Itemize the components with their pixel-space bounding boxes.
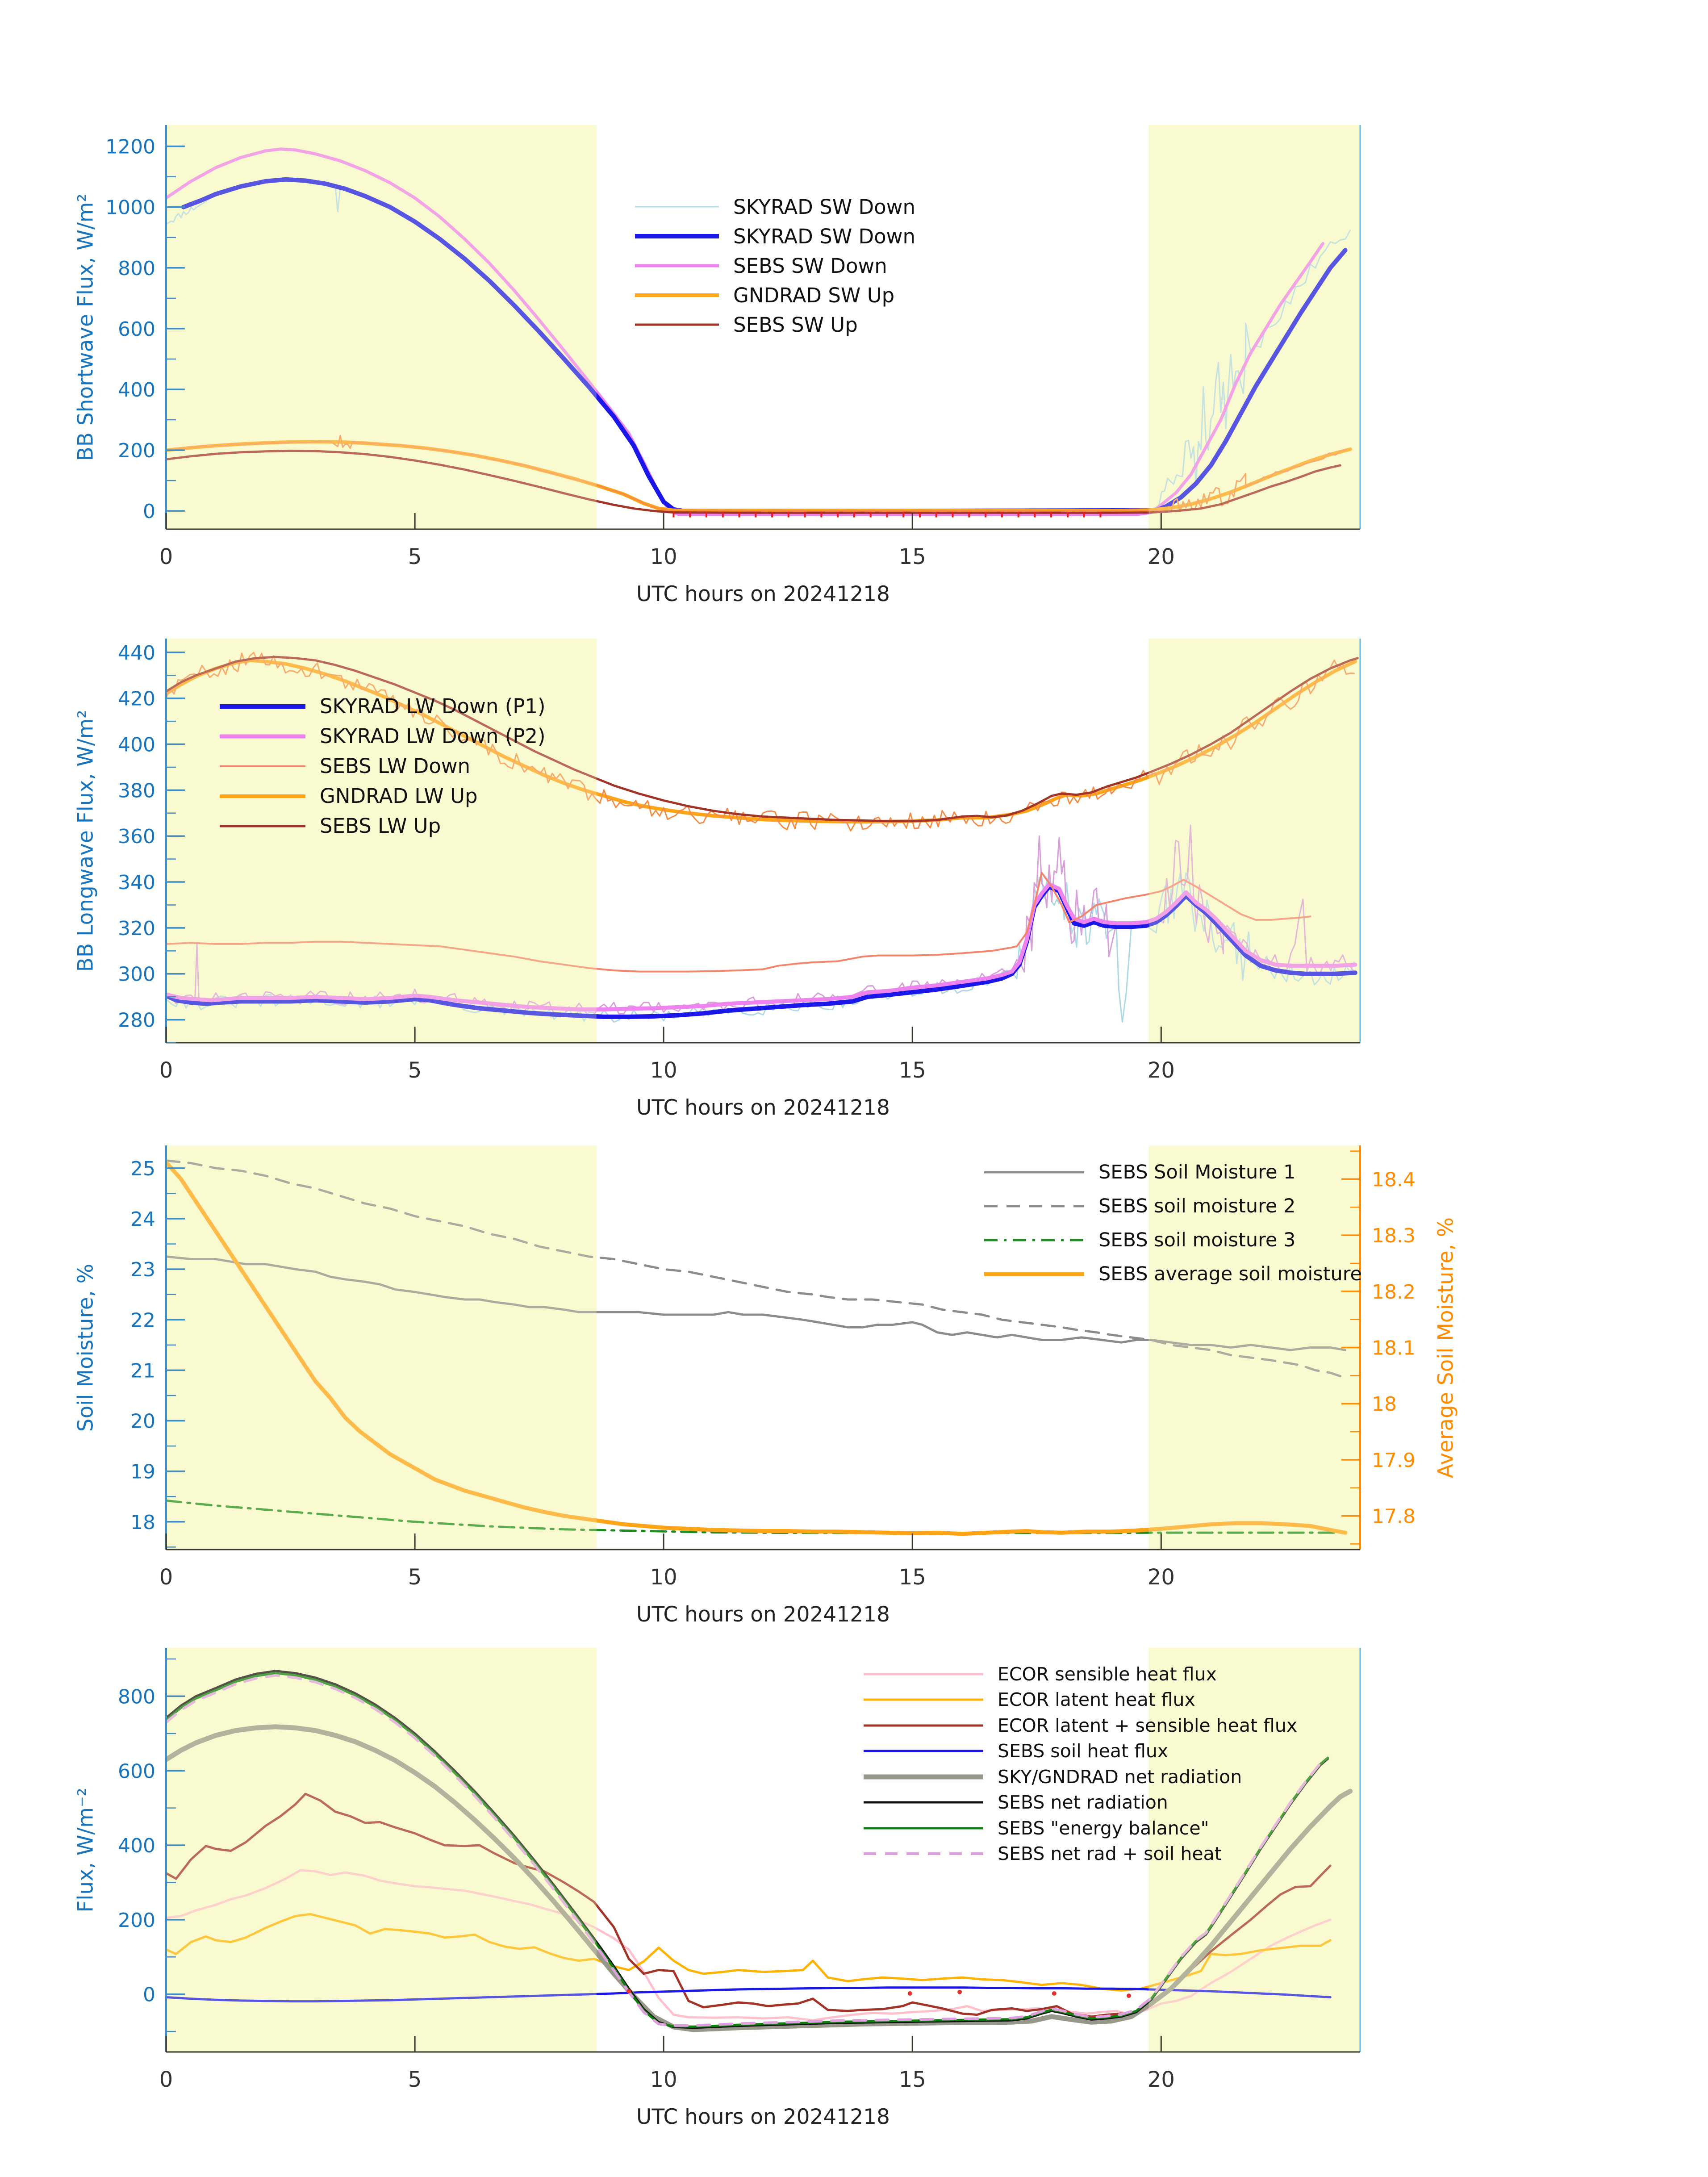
qc-dot (1052, 1991, 1057, 1996)
y-axis-label: BB Longwave Flux, W/m² (73, 710, 98, 972)
legend-item (863, 1661, 1297, 1687)
x-tick-label: 10 (650, 1058, 677, 1083)
legend-swatch (863, 1721, 984, 1730)
legend-label: SEBS net rad + soil heat (998, 1843, 1222, 1865)
y-tick-label: 320 (118, 917, 155, 940)
y-tick-label: 25 (130, 1157, 155, 1180)
legend-swatch (983, 1270, 1085, 1279)
y-tick-label: 340 (118, 871, 155, 894)
legend-item (863, 1687, 1297, 1713)
x-axis-label: UTC hours on 20241218 (636, 1602, 890, 1627)
legend (863, 1661, 1297, 1867)
legend-swatch (863, 1772, 984, 1781)
chart-bb-shortwave-flux (73, 125, 1360, 606)
daylight-band-tint (166, 1145, 597, 1550)
legend-swatch (863, 1695, 984, 1704)
legend-label: SEBS SW Up (733, 313, 858, 337)
legend-item (983, 1223, 1362, 1257)
y-tick-label: 280 (118, 1009, 155, 1032)
y-tick-label: 440 (118, 641, 155, 664)
right-tick-label: 18 (1372, 1393, 1397, 1416)
y-tick-label: 800 (118, 1685, 155, 1709)
legend-label: SEBS soil moisture 2 (1098, 1195, 1296, 1217)
legend-item (634, 310, 915, 339)
legend-item (634, 192, 915, 221)
right-tick-label: 18.2 (1372, 1280, 1416, 1304)
y-axis-label: BB Shortwave Flux, W/m² (73, 193, 98, 461)
legend-label: SEBS soil heat flux (998, 1740, 1169, 1762)
legend-item (219, 721, 546, 751)
legend-label: SEBS soil moisture 3 (1098, 1229, 1296, 1251)
legend-label: SEBS Soil Moisture 1 (1098, 1161, 1296, 1183)
legend-swatch (634, 320, 720, 329)
y-tick-label: 0 (143, 500, 155, 523)
y-tick-label: 200 (118, 1909, 155, 1932)
legend (634, 192, 915, 339)
daylight-band-tint (166, 125, 597, 529)
legend-swatch (983, 1236, 1085, 1245)
legend-label: SEBS SW Down (733, 254, 887, 278)
y-tick-label: 24 (130, 1208, 155, 1231)
y-tick-label: 400 (118, 1834, 155, 1858)
legend-label: SKYRAD SW Down (733, 224, 916, 248)
y-tick-label: 22 (130, 1309, 155, 1332)
x-tick-label: 5 (408, 544, 422, 569)
x-tick-label: 10 (650, 2067, 677, 2092)
legend-label: SEBS "energy balance" (998, 1817, 1209, 1839)
y-tick-label: 400 (118, 378, 155, 401)
legend-label: SEBS average soil moisture (1098, 1263, 1362, 1285)
legend-swatch (219, 792, 306, 801)
y-tick-label: 21 (130, 1359, 155, 1383)
legend-swatch (983, 1168, 1085, 1177)
y-tick-label: 1200 (105, 135, 155, 159)
legend-swatch (219, 762, 306, 771)
legend-label: ECOR latent + sensible heat flux (998, 1714, 1298, 1736)
legend-item (219, 691, 546, 721)
y-tick-label: 360 (118, 825, 155, 848)
x-tick-label: 20 (1147, 1565, 1175, 1590)
y-tick-label: 420 (118, 687, 155, 710)
right-tick-label: 17.9 (1372, 1449, 1416, 1472)
x-tick-label: 10 (650, 544, 677, 569)
legend-swatch (634, 291, 720, 300)
legend-item (219, 811, 546, 841)
x-tick-label: 5 (408, 1058, 422, 1083)
legend-item (219, 751, 546, 781)
daylight-band-tint (166, 1648, 597, 2052)
x-tick-label: 15 (898, 544, 926, 569)
legend-label: SKYRAD SW Down (733, 195, 916, 219)
legend-label: GNDRAD LW Up (320, 784, 478, 808)
legend-swatch (219, 732, 306, 741)
qc-dot (908, 1991, 912, 1996)
x-tick-label: 10 (650, 1565, 677, 1590)
legend-item (863, 1738, 1297, 1764)
legend-swatch (983, 1202, 1085, 1211)
daylight-band-tint (1148, 125, 1360, 529)
y-tick-label: 19 (130, 1460, 155, 1483)
y-axis-label: Soil Moisture, % (73, 1263, 98, 1432)
legend-item (863, 1841, 1297, 1867)
legend-item (634, 280, 915, 310)
y-tick-label: 380 (118, 779, 155, 802)
legend-swatch (863, 1670, 984, 1679)
legend-label: ECOR latent heat flux (998, 1689, 1195, 1711)
legend-swatch (634, 232, 720, 241)
legend-label: ECOR sensible heat flux (998, 1663, 1217, 1685)
y-tick-label: 400 (118, 733, 155, 756)
y-tick-label: 20 (130, 1410, 155, 1433)
x-axis-label: UTC hours on 20241218 (636, 582, 890, 606)
y-axis-label: Flux, W/m⁻² (73, 1787, 98, 1913)
legend-label: SEBS net radiation (998, 1792, 1168, 1813)
qc-dot (1127, 1993, 1131, 1998)
y-axis-label-right: Average Soil Moisture, % (1433, 1217, 1458, 1478)
right-tick-label: 18.4 (1372, 1168, 1416, 1191)
x-tick-label: 0 (159, 2067, 173, 2092)
legend-label: GNDRAD SW Up (733, 283, 895, 307)
legend (983, 1155, 1362, 1291)
legend-item (863, 1790, 1297, 1816)
x-tick-label: 20 (1147, 1058, 1175, 1083)
legend-item (634, 221, 915, 251)
x-tick-label: 5 (408, 1565, 422, 1590)
legend-item (219, 781, 546, 811)
legend-item (634, 251, 915, 280)
y-tick-label: 23 (130, 1258, 155, 1282)
legend (219, 691, 546, 841)
y-tick-label: 600 (118, 318, 155, 341)
legend-swatch (863, 1849, 984, 1858)
right-tick-label: 18.1 (1372, 1337, 1416, 1360)
legend-swatch (863, 1824, 984, 1833)
y-tick-label: 300 (118, 963, 155, 986)
x-tick-label: 15 (898, 1565, 926, 1590)
chart-soil-moisture (73, 1145, 1458, 1627)
daylight-band-tint (1148, 639, 1360, 1043)
x-tick-label: 15 (898, 2067, 926, 2092)
legend-label: SKYRAD LW Down (P1) (320, 694, 546, 718)
legend-swatch (634, 202, 720, 211)
y-tick-label: 0 (143, 1983, 155, 2006)
legend-swatch (863, 1747, 984, 1755)
x-tick-label: 0 (159, 1565, 173, 1590)
y-tick-label: 18 (130, 1511, 155, 1534)
legend-swatch (863, 1798, 984, 1807)
x-tick-label: 15 (898, 1058, 926, 1083)
y-tick-label: 1000 (105, 196, 155, 219)
y-tick-label: 800 (118, 257, 155, 280)
chart-bb-longwave-flux (73, 639, 1360, 1120)
legend-swatch (219, 822, 306, 831)
legend-label: SEBS LW Down (320, 754, 471, 778)
legend-label: SKYRAD LW Down (P2) (320, 724, 546, 748)
legend-item (983, 1257, 1362, 1291)
x-tick-label: 20 (1147, 544, 1175, 569)
legend-item (863, 1713, 1297, 1738)
x-tick-label: 5 (408, 2067, 422, 2092)
qc-dot (626, 1989, 631, 1993)
x-tick-label: 0 (159, 544, 173, 569)
legend-item (983, 1155, 1362, 1189)
y-tick-label: 200 (118, 439, 155, 463)
y-tick-label: 600 (118, 1760, 155, 1783)
legend-label: SEBS LW Up (320, 814, 441, 838)
x-tick-label: 20 (1147, 2067, 1175, 2092)
legend-item (863, 1764, 1297, 1790)
x-tick-label: 0 (159, 1058, 173, 1083)
legend-item (983, 1189, 1362, 1223)
x-axis-label: UTC hours on 20241218 (636, 1095, 890, 1120)
x-axis-label: UTC hours on 20241218 (636, 2105, 890, 2129)
legend-swatch (219, 702, 306, 711)
legend-label: SKY/GNDRAD net radiation (998, 1766, 1242, 1788)
right-tick-label: 18.3 (1372, 1224, 1416, 1248)
legend-swatch (634, 261, 720, 270)
right-tick-label: 17.8 (1372, 1505, 1416, 1528)
qc-dot (957, 1990, 962, 1994)
legend-item (863, 1815, 1297, 1841)
chart-energy-flux (73, 1648, 1360, 2129)
